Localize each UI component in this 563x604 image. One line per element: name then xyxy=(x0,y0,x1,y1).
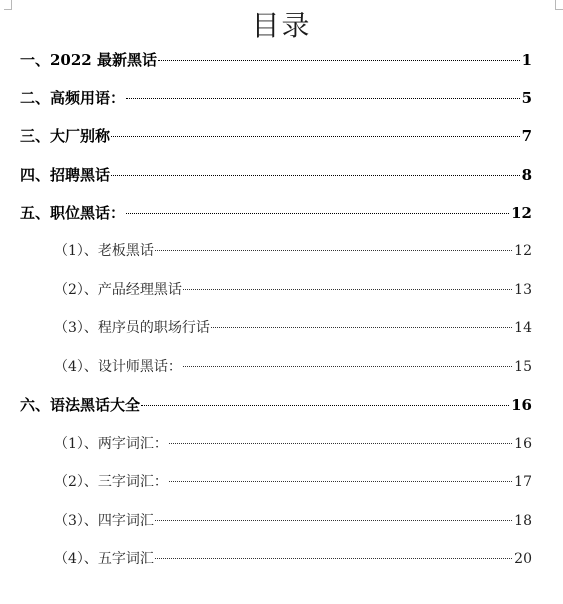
toc-subentry-5-4[interactable] xyxy=(54,356,532,378)
toc-entry-text: 一、2022 最新黑话 xyxy=(20,51,157,69)
toc-dot-leader xyxy=(126,212,509,214)
toc-entry-text: （3）、四字词汇 xyxy=(54,513,154,529)
toc-page-number: 12 xyxy=(511,204,532,222)
toc-entry-text: 五、职位黑话： xyxy=(20,204,126,222)
toc-entry-6[interactable] xyxy=(20,394,532,416)
toc-page-number: 7 xyxy=(521,127,532,145)
toc-entry-text: （3）、程序员的职场行话 xyxy=(54,320,210,336)
toc-page-number: 18 xyxy=(514,513,532,529)
toc-entry-text: 二、高频用语： xyxy=(20,89,126,107)
toc-dot-leader xyxy=(155,519,512,521)
toc-dot-leader xyxy=(155,557,512,559)
toc-dot-leader xyxy=(111,174,520,176)
toc-entry-text: 六、语法黑话大全 xyxy=(20,396,141,414)
toc-page-number: 16 xyxy=(511,396,532,414)
toc-page-number: 20 xyxy=(514,551,532,567)
toc-dot-leader xyxy=(183,365,512,367)
toc-subentry-5-2[interactable] xyxy=(54,279,532,301)
toc-subentry-5-3[interactable] xyxy=(54,317,532,339)
toc-dot-leader xyxy=(158,59,520,61)
toc-dot-leader xyxy=(126,97,520,99)
toc-dot-leader xyxy=(155,249,512,251)
toc-page-number: 12 xyxy=(514,243,532,259)
toc-dot-leader xyxy=(169,480,512,482)
toc-dot-leader xyxy=(111,135,520,137)
toc-entry-4[interactable] xyxy=(20,164,532,186)
toc-subentry-5-1[interactable] xyxy=(54,240,532,262)
toc-entry-text: （4）、设计师黑话： xyxy=(54,359,182,375)
toc-page-number: 8 xyxy=(521,166,532,184)
toc-entry-text: （4）、五字词汇 xyxy=(54,551,154,567)
toc-entry-text: （2）、产品经理黑话 xyxy=(54,282,182,298)
toc-page-number: 17 xyxy=(514,474,532,490)
toc-entry-text: 三、大厂别称 xyxy=(20,127,111,145)
toc-subentry-6-1[interactable] xyxy=(54,433,532,455)
toc-page-number: 5 xyxy=(521,89,532,107)
toc-subentry-6-3[interactable] xyxy=(54,510,532,532)
toc-page-number: 13 xyxy=(514,282,532,298)
toc-entry-3[interactable] xyxy=(20,125,532,147)
toc-page-number: 1 xyxy=(521,51,532,69)
toc-entry-2[interactable] xyxy=(20,87,532,109)
toc-title: 目录 xyxy=(251,9,312,42)
toc-dot-leader xyxy=(183,288,512,290)
toc-dot-leader xyxy=(211,326,512,328)
toc-page-number: 15 xyxy=(514,359,532,375)
toc-entry-text: （2）、三字词汇： xyxy=(54,474,168,490)
toc-dot-leader xyxy=(141,404,509,406)
toc-entry-text: （1）、老板黑话 xyxy=(54,243,154,259)
toc-entry-text: （1）、两字词汇： xyxy=(54,436,168,452)
toc-dot-leader xyxy=(169,442,512,444)
toc-page-number: 14 xyxy=(514,320,532,336)
toc-entry-1[interactable] xyxy=(20,49,532,71)
toc-entry-text: 四、招聘黑话 xyxy=(20,166,111,184)
toc-page-number: 16 xyxy=(514,436,532,452)
toc-entry-5[interactable] xyxy=(20,202,532,224)
toc-subentry-6-4[interactable] xyxy=(54,548,532,570)
toc-subentry-6-2[interactable] xyxy=(54,471,532,493)
